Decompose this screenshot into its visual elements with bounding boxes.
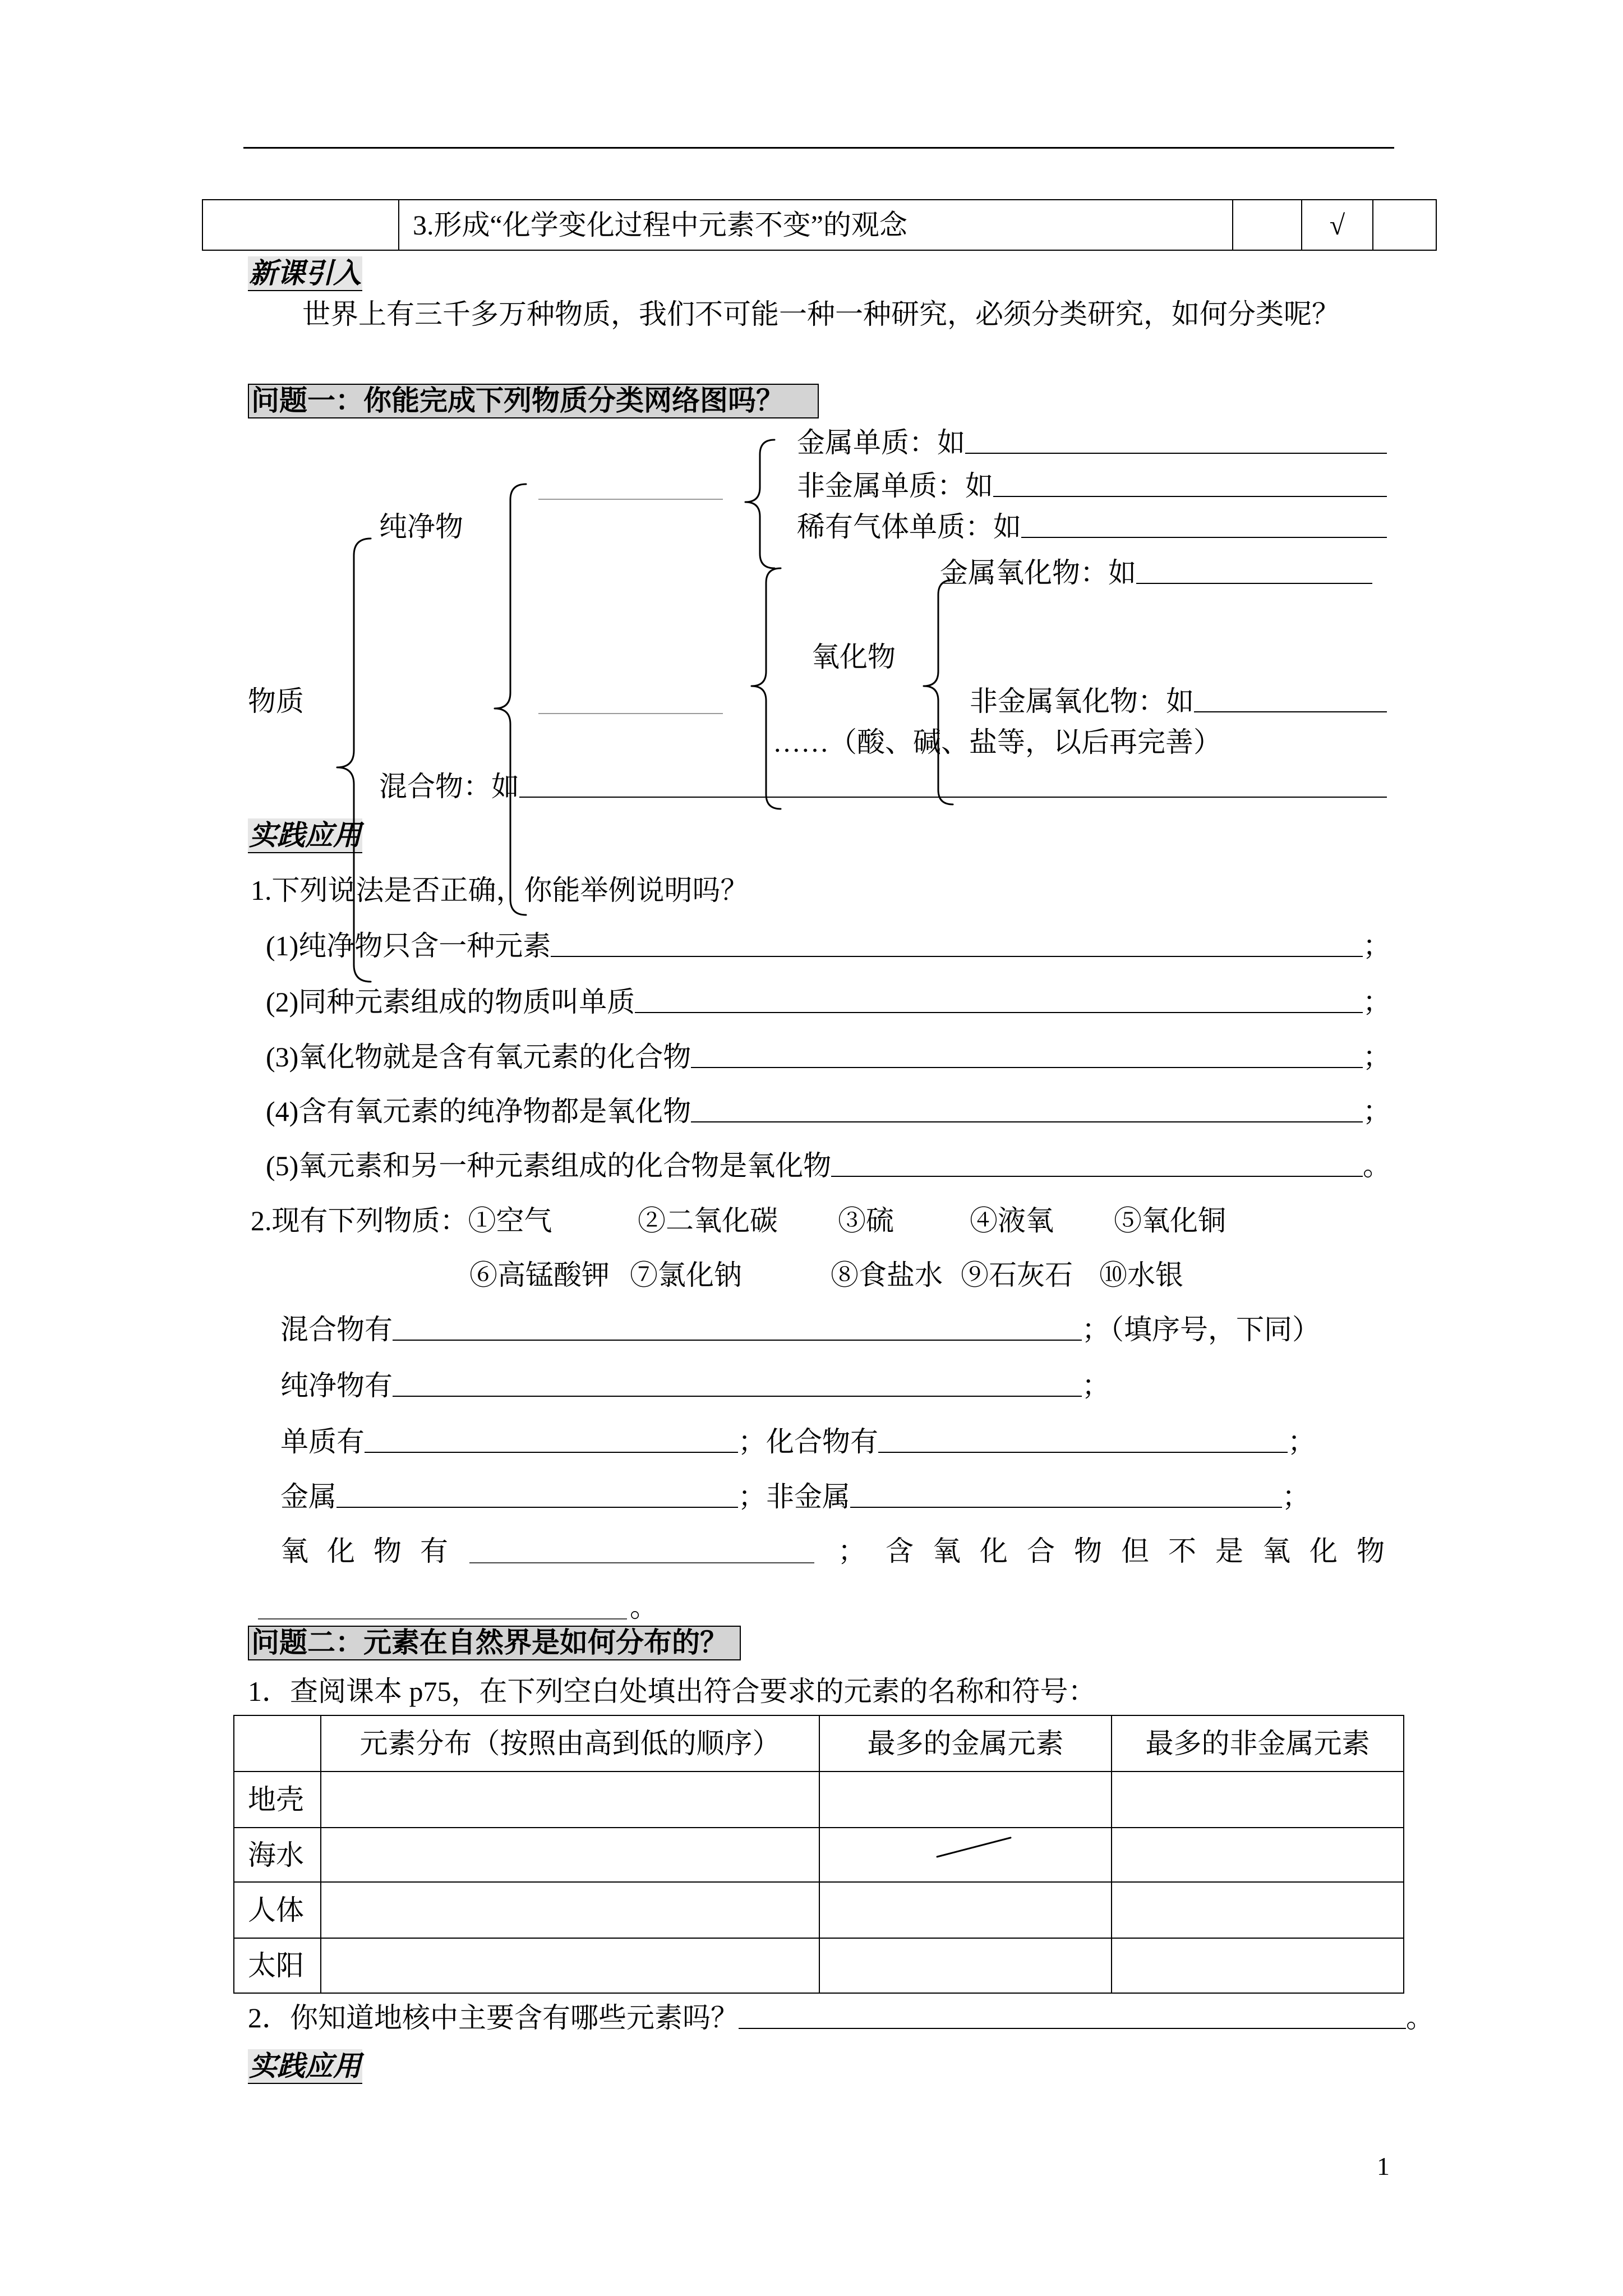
statement-end: ； <box>1363 1041 1391 1073</box>
element-compound-fill-row <box>280 1425 1316 1458</box>
table-row <box>234 1938 1404 1993</box>
table-cell <box>1112 1938 1404 1993</box>
brace-pure-substance <box>495 484 526 915</box>
statement-text: (5)氧元素和另一种元素组成的化合物是氧化物 <box>266 1150 832 1181</box>
element-distribution-table <box>233 1715 1404 1994</box>
metal-oxide-row <box>940 556 1372 590</box>
pure-blank <box>393 1369 1082 1397</box>
oxide-fill-label: 氧化物有 <box>280 1535 467 1567</box>
compound-category-blank <box>538 713 723 714</box>
nonmetal-oxide-blank <box>1194 684 1387 712</box>
metal-label: 金属 <box>280 1481 336 1512</box>
noble-gas-element-row <box>797 510 1387 544</box>
table-cell <box>819 1882 1112 1938</box>
substance-item: ⑥高锰酸钾 <box>469 1259 610 1291</box>
metal-nonmetal-fill-row <box>280 1480 1310 1513</box>
brace-elements <box>745 440 774 568</box>
compound-blank <box>878 1425 1288 1453</box>
element-label: 单质有 <box>280 1426 365 1457</box>
pure-label: 纯净物有 <box>280 1370 393 1401</box>
element-category-blank <box>538 499 723 500</box>
table-header-row <box>234 1715 1404 1772</box>
brace-substance <box>337 539 371 982</box>
statement-row <box>266 1149 1391 1182</box>
substance-item: ③硫 <box>838 1205 894 1236</box>
column-header: 元素分布（按照由高到低的顺序） <box>321 1715 819 1772</box>
oxide-label: 氧化物 <box>811 641 896 673</box>
column-header: 最多的金属元素 <box>819 1715 1112 1772</box>
metal-oxide-blank <box>1136 556 1372 584</box>
practice-heading: 实践应用 <box>248 818 362 853</box>
statement-text: (1)纯净物只含一种元素 <box>266 930 551 961</box>
element-blank <box>365 1425 738 1453</box>
oxide-blank <box>469 1562 814 1563</box>
statement-text: (4)含有氧元素的纯净物都是氧化物 <box>266 1096 691 1127</box>
table-cell <box>819 1938 1112 1993</box>
substance-item: ②二氧化碳 <box>638 1205 778 1236</box>
row-label: 人体 <box>234 1882 321 1938</box>
metal-oxide-label: 金属氧化物：如 <box>940 557 1136 588</box>
answer-blank <box>551 929 1363 957</box>
mixture-label: 混合物：如 <box>379 771 519 802</box>
table-row <box>234 1828 1404 1882</box>
table-cell <box>1112 1828 1404 1882</box>
question-two-item-1-prompt: 1．查阅课本 p75，在下列空白处填出符合要求的元素的名称和符号： <box>248 1676 1096 1707</box>
statement-end: ； <box>1363 1096 1391 1127</box>
item-2-prompt-row <box>251 1204 552 1237</box>
intro-heading: 新课引入 <box>248 256 362 291</box>
check-mark: √ <box>1302 200 1373 250</box>
oxygen-compound-label: 含氧化合物但不是氧化物 <box>886 1535 1404 1567</box>
objective-number-cell <box>202 200 399 250</box>
mixture-blank <box>519 770 1387 798</box>
mixture-row <box>379 770 1387 803</box>
compound-end: ； <box>1288 1426 1316 1457</box>
column-header: 最多的非金属元素 <box>1112 1715 1404 1772</box>
table-row <box>234 1772 1404 1828</box>
nonmetal-end: ； <box>1282 1481 1310 1512</box>
statement-end: ； <box>1363 930 1391 961</box>
row-label: 海水 <box>234 1828 321 1882</box>
mixtures-note: ；（填序号，下同） <box>1082 1314 1320 1345</box>
statement-end: ； <box>1363 986 1391 1018</box>
nonmetal-element-row <box>797 469 1387 503</box>
statement-row <box>266 1094 1391 1128</box>
question-two-title: 问题二：元素在自然界是如何分布的？ <box>248 1626 741 1660</box>
statement-row <box>266 985 1391 1019</box>
nonmetal-element-label: 非金属单质：如 <box>797 470 993 501</box>
intro-text: 世界上有三千多万种物质，我们不可能一种一种研究，必须分类研究，如何分类呢？ <box>302 298 1340 330</box>
metal-blank <box>336 1480 738 1508</box>
substance-item: ⑨石灰石 <box>961 1259 1073 1291</box>
table-cell <box>321 1938 819 1993</box>
earth-core-blank <box>739 2001 1406 2029</box>
nonmetal-label: ；非金属 <box>738 1481 850 1512</box>
oxide-separator: ； <box>838 1535 866 1567</box>
table-cell <box>321 1882 819 1938</box>
answer-blank <box>691 1040 1363 1068</box>
table-cell <box>321 1772 819 1828</box>
table-cell <box>1112 1882 1404 1938</box>
pure-substance-label: 纯净物 <box>379 511 463 542</box>
other-compounds-note: ……（酸、碱、盐等，以后再完善） <box>773 726 1221 758</box>
practice-heading: 实践应用 <box>248 2049 362 2084</box>
compound-label: ；化合物有 <box>738 1426 878 1457</box>
oxygen-compound-end: 。 <box>630 1591 658 1623</box>
pure-fill-row <box>280 1369 1110 1402</box>
earth-core-question-row <box>248 2001 1434 2035</box>
nonmetal-element-blank <box>993 469 1387 497</box>
statement-text: (2)同种元素组成的物质叫单质 <box>266 986 635 1018</box>
substance-label: 物质 <box>248 685 304 717</box>
row-label: 地壳 <box>234 1772 321 1828</box>
metal-element-blank <box>965 426 1387 454</box>
earth-core-end: 。 <box>1406 2002 1434 2033</box>
substance-item: ⑤氧化铜 <box>1114 1205 1226 1236</box>
row-label: 太阳 <box>234 1938 321 1993</box>
metal-element-row <box>797 426 1387 459</box>
header-rule <box>243 147 1394 149</box>
objective-text: 3.形成“化学变化过程中元素不变”的观念 <box>399 200 1233 250</box>
page-number: 1 <box>1377 2152 1390 2180</box>
statement-row <box>266 929 1391 963</box>
statement-row <box>266 1040 1391 1074</box>
earth-core-question: 2．你知道地核中主要含有哪些元素吗？ <box>248 2002 739 2033</box>
question-one-title: 问题一：你能完成下列物质分类网络图吗？ <box>248 384 819 418</box>
statement-text: (3)氧化物就是含有氧元素的化合物 <box>266 1041 691 1073</box>
statement-end: 。 <box>1363 1150 1391 1181</box>
nonmetal-blank <box>850 1480 1282 1508</box>
table-cell <box>819 1772 1112 1828</box>
substance-item: ⑩水银 <box>1099 1259 1183 1291</box>
substance-item: ①空气 <box>468 1205 552 1236</box>
mixtures-fill-row <box>280 1313 1320 1346</box>
pure-end: ； <box>1082 1370 1110 1401</box>
answer-blank <box>831 1149 1363 1177</box>
table-row <box>234 1882 1404 1938</box>
level-cell-3 <box>1373 200 1436 250</box>
noble-gas-element-label: 稀有气体单质：如 <box>797 511 1021 542</box>
item-2-prompt: 2.现有下列物质： <box>251 1205 468 1236</box>
table-corner-cell <box>234 1715 321 1772</box>
item-1-prompt: 1.下列说法是否正确，你能举例说明吗？ <box>251 875 749 906</box>
answer-blank <box>691 1094 1363 1122</box>
answer-blank <box>635 985 1363 1013</box>
metal-element-label: 金属单质：如 <box>797 427 965 458</box>
table-cell <box>321 1828 819 1882</box>
nonmetal-oxide-row <box>970 684 1387 718</box>
nonmetal-oxide-label: 非金属氧化物：如 <box>970 685 1194 717</box>
mixtures-blank <box>393 1313 1082 1341</box>
objectives-row <box>202 200 1436 250</box>
substance-item: ⑧食盐水 <box>831 1259 943 1291</box>
substance-item: ⑦氯化钠 <box>630 1259 742 1291</box>
table-cell <box>1112 1772 1404 1828</box>
oxygen-compound-blank <box>258 1618 627 1619</box>
table-cell <box>819 1828 1112 1882</box>
mixtures-label: 混合物有 <box>280 1314 393 1345</box>
noble-gas-element-blank <box>1021 510 1387 538</box>
level-cell-1 <box>1233 200 1302 250</box>
substance-item: ④液氧 <box>970 1205 1054 1236</box>
objectives-table <box>202 199 1437 251</box>
